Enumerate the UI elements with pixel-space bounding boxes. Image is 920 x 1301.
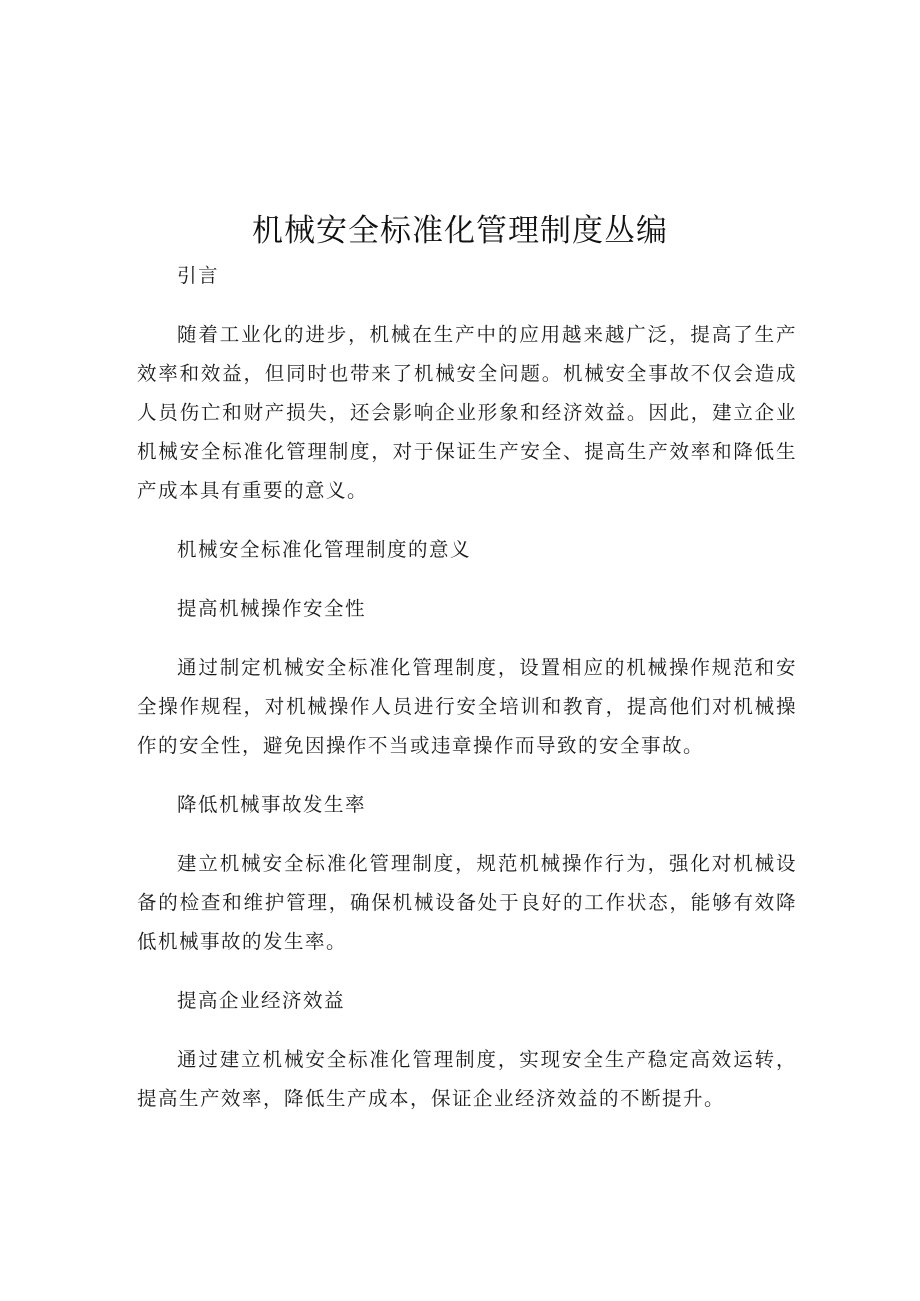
subsection-heading-3: 提高企业经济效益 [177,989,346,1012]
subsection-paragraph-1: 通过制定机械安全标准化管理制度，设置相应的机械操作规范和安全操作规程，对机械操作人员进行安全培训和教育，提高他们对机械操作的安全性，避免因操作不当或违章操作而导致的安全事故。 [137,656,797,757]
document-body [137,256,797,1138]
document-title: 机械安全标准化管理制度丛编 [252,213,668,249]
subsection-heading-2: 降低机械事故发生率 [177,793,367,816]
intro-paragraph: 随着工业化的进步，机械在生产中的应用越来越广泛，提高了生产效率和效益，但同时也带来了机械安全问题。机械安全事故不仅会造成人员伤亡和财产损失，还会影响企业形象和经济效益。因此，建立企业机械安全标准化管理制度，对于保证生产安全、提高生产效率和降低生产成本具有重要的意义。 [137,323,797,502]
subsection-heading-1: 提高机械操作安全性 [177,597,367,620]
section-heading: 机械安全标准化管理制度的意义 [177,538,472,561]
intro-heading: 引言 [177,264,220,287]
subsection-paragraph-3: 通过建立机械安全标准化管理制度，实现安全生产稳定高效运转，提高生产效率，降低生产成本，保证企业经济效益的不断提升。 [137,1048,797,1110]
subsection-paragraph-2: 建立机械安全标准化管理制度，规范机械操作行为，强化对机械设备的检查和维护管理，确保机械设备处于良好的工作状态，能够有效降低机械事故的发生率。 [137,852,797,953]
